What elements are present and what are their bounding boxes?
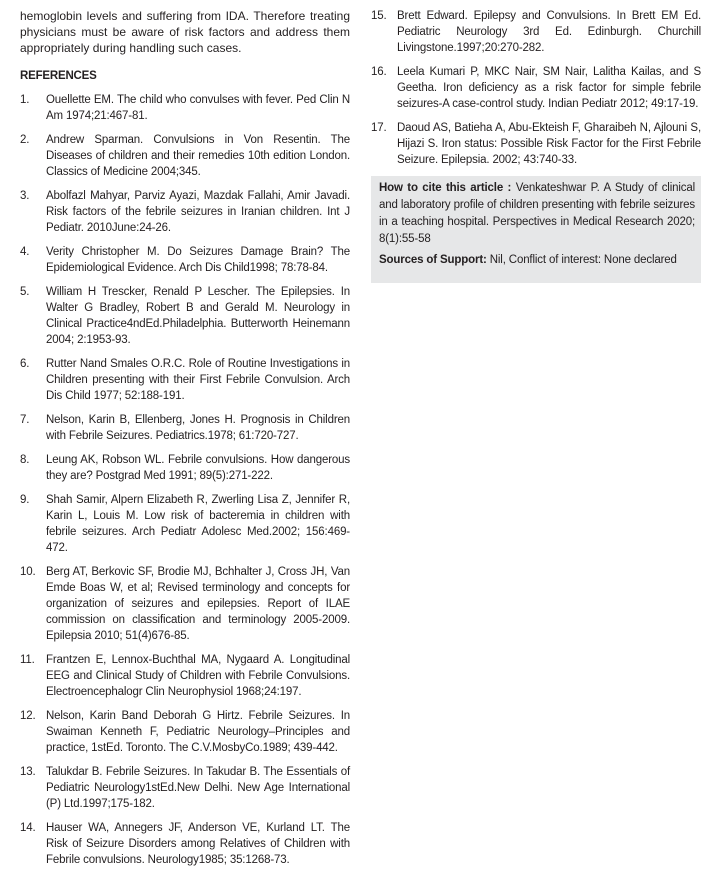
reference-text: Daoud AS, Batieha A, Abu-Ekteish F, Gharaibeh N, Ajlouni S, Hijazi S. Iron status: Possible Risk Factor for the First Febrile Seizure. Epilepsia. 2002; 43:740-33. xyxy=(397,122,701,166)
reference-number: 1. xyxy=(20,94,30,106)
support-label: Sources of Support: xyxy=(379,254,487,266)
reference-text: Hauser WA, Annegers JF, Anderson VE, Kurland LT. The Risk of Seizure Disorders among Relatives of Children with Febrile convulsions. Neurology1985; 35:1268-73. xyxy=(46,822,350,866)
references-list-right xyxy=(371,8,701,168)
right-column xyxy=(371,8,701,283)
reference-number: 10. xyxy=(20,566,36,578)
reference-item xyxy=(20,452,350,484)
reference-text: William H Trescker, Renald P Lescher. The Epilepsies. In Walter G Bradley, Robert B and Gerald M. Neurology in Clinical Practice4ndEd.Philadelphia. Butterworth Heinemann 2004; 2:1953-93. xyxy=(46,286,350,346)
reference-item xyxy=(20,188,350,236)
reference-number: 3. xyxy=(20,190,30,202)
reference-number: 12. xyxy=(20,710,36,722)
reference-number: 11. xyxy=(20,654,35,666)
reference-item xyxy=(20,564,350,644)
reference-text: Rutter Nand Smales O.R.C. Role of Routine Investigations in Children presenting with their First Febrile Convulsion. Arch Dis Child 1977; 52:188-191. xyxy=(46,358,350,402)
reference-item xyxy=(20,132,350,180)
reference-item xyxy=(20,412,350,444)
reference-number: 7. xyxy=(20,414,30,426)
reference-item xyxy=(20,820,350,868)
reference-number: 17. xyxy=(371,122,387,134)
reference-number: 13. xyxy=(20,766,36,778)
reference-number: 2. xyxy=(20,134,30,146)
reference-text: Berg AT, Berkovic SF, Brodie MJ, Bchhalter J, Cross JH, Van Emde Boas W, et al; Revised terminology and concepts for organization of seizures and epilepsies. Report of ILAE commission on classification and terminology 2005-2009. Epilepsia 2010; 51(4)676-85. xyxy=(46,566,350,642)
left-column xyxy=(20,8,350,876)
citation-box xyxy=(371,176,701,283)
reference-text: Nelson, Karin B, Ellenberg, Jones H. Prognosis in Children with Febrile Seizures. Pediatrics.1978; 61:720-727. xyxy=(46,414,350,442)
reference-number: 6. xyxy=(20,358,30,370)
reference-item xyxy=(20,764,350,812)
citation-label: How to cite this article : xyxy=(379,182,512,194)
reference-text: Verity Christopher M. Do Seizures Damage Brain? The Epidemiological Evidence. Arch Dis Child1998; 78:78-84. xyxy=(46,246,350,274)
reference-number: 15. xyxy=(371,10,387,22)
reference-item xyxy=(371,120,701,168)
reference-item xyxy=(371,64,701,112)
reference-text: Talukdar B. Febrile Seizures. In Takudar B. The Essentials of Pediatric Neurology1stEd.New Delhi. New Age International (P) Ltd.1997;175-182. xyxy=(46,766,350,810)
reference-item xyxy=(20,708,350,756)
reference-text: Frantzen E, Lennox-Buchthal MA, Nygaard A. Longitudinal EEG and Clinical Study of Children with Febrile Convulsions. Electroencephalogr Clin Neurophysiol 1968;24:197. xyxy=(46,654,350,698)
reference-number: 5. xyxy=(20,286,30,298)
references-heading: REFERENCES xyxy=(20,70,97,82)
reference-item xyxy=(371,8,701,56)
reference-item xyxy=(20,284,350,348)
reference-text: Leung AK, Robson WL. Febrile convulsions. How dangerous they are? Postgrad Med 1991; 89(5):271-222. xyxy=(46,454,350,482)
reference-text: Leela Kumari P, MKC Nair, SM Nair, Lalitha Kailas, and S Geetha. Iron deficiency as a risk factor for simple febrile seizures-A case-control study. Indian Pediatr 2012; 49:17-19. xyxy=(397,66,701,110)
reference-number: 16. xyxy=(371,66,387,78)
reference-item xyxy=(20,652,350,700)
references-list-left xyxy=(20,92,350,868)
citation-paragraph xyxy=(379,180,695,248)
support-text: Nil, Conflict of interest: None declared xyxy=(489,254,677,266)
reference-item xyxy=(20,492,350,556)
reference-number: 8. xyxy=(20,454,30,466)
reference-number: 9. xyxy=(20,494,30,506)
reference-item xyxy=(20,92,350,124)
citation-text: Venkateshwar P. A Study of clinical and laboratory profile of children presenting with febrile seizures in a teaching hospital. Perspectives in Medical Research 2020; 8(1):55-58 xyxy=(379,182,696,245)
reference-number: 4. xyxy=(20,246,30,258)
reference-number: 14. xyxy=(20,822,36,834)
reference-text: Ouellette EM. The child who convulses with fever. Ped Clin N Am 1974;21:467-81. xyxy=(46,94,350,122)
support-paragraph xyxy=(379,252,695,269)
reference-text: Abolfazl Mahyar, Parviz Ayazi, Mazdak Fallahi, Amir Javadi. Risk factors of the febrile seizures in Iranian children. Int J Pediatr. 2010June:24-26. xyxy=(46,190,350,234)
intro-paragraph: hemoglobin levels and suffering from IDA. Therefore treating physicians must be aware of risk factors and address them appropriately during handling such cases. xyxy=(20,9,350,55)
reference-text: Brett Edward. Epilepsy and Convulsions. In Brett EM Ed. Pediatric Neurology 3rd Ed. Edinburgh. Churchill Livingstone.1997;20:270-282. xyxy=(397,10,701,54)
reference-text: Nelson, Karin Band Deborah G Hirtz. Febrile Seizures. In Swaiman Kenneth F, Pediatric Neurology–Principles and practice, 1stEd. Toronto. The C.V.MosbyCo.1989; 439-442. xyxy=(46,710,350,754)
reference-text: Shah Samir, Alpern Elizabeth R, Zwerling Lisa Z, Jennifer R, Karin L, Louis M. Low risk of bacteremia in children with febrile seizures. Arch Pediatr Adolesc Med.2002; 156:469-472. xyxy=(46,494,350,554)
reference-item xyxy=(20,244,350,276)
reference-text: Andrew Sparman. Convulsions in Von Resentin. The Diseases of children and their remedies 10th edition London. Classics of Medicine 2004;345. xyxy=(46,134,350,178)
reference-item xyxy=(20,356,350,404)
